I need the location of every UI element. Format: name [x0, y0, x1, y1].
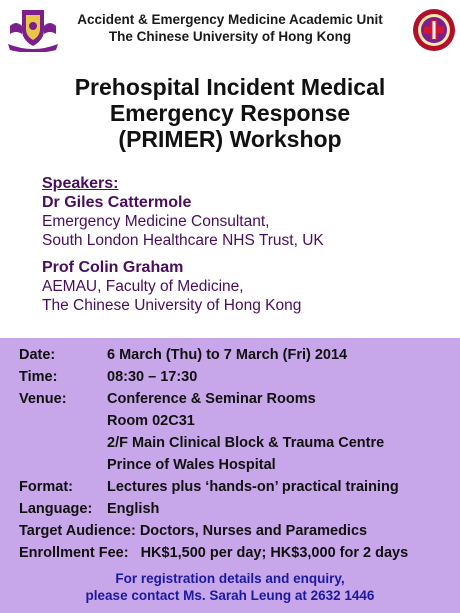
date-value: 6 March (Thu) to 7 March (Fri) 2014: [107, 347, 348, 363]
fee-row: [19, 544, 408, 562]
speakers-section: [42, 174, 452, 323]
audience-value: Doctors, Nurses and Paramedics: [139, 523, 368, 539]
fee-label: Enrollment Fee:: [19, 545, 129, 561]
speaker-name: Dr Giles Cattermole: [42, 194, 192, 211]
org-line-2: The Chinese University of Hong Kong: [108, 29, 352, 44]
venue-line: 2/F Main Clinical Block & Trauma Centre: [107, 435, 385, 451]
venue-line: Room 02C31: [107, 413, 195, 429]
org-line-1: Accident & Emergency Medicine Academic Unit: [77, 12, 383, 27]
date-row: [19, 346, 348, 364]
format-label: Format:: [19, 479, 73, 495]
fee-value: HK$1,500 per day; HK$3,000 for 2 days: [140, 545, 409, 561]
format-value: Lectures plus ‘hands-on’ practical training: [107, 479, 399, 495]
audience-row: [19, 522, 367, 540]
header: [0, 0, 460, 62]
organisation-name: [60, 11, 400, 45]
time-value: 08:30 – 17:30: [107, 369, 198, 385]
university-crest-icon: [4, 6, 62, 52]
speaker-item: [42, 193, 452, 250]
title-line-3: (PRIMER) Workshop: [118, 126, 342, 152]
contact-info: [0, 570, 460, 604]
time-row: [19, 368, 198, 386]
title-line-2: Emergency Response: [109, 100, 351, 126]
speakers-heading: Speakers:: [42, 175, 119, 192]
language-row: [19, 500, 160, 518]
speaker-role: Emergency Medicine Consultant,: [42, 213, 270, 230]
contact-line-1: For registration details and enquiry,: [115, 571, 345, 586]
language-label: Language:: [19, 501, 93, 517]
speaker-role: AEMAU, Faculty of Medicine,: [42, 278, 244, 295]
speaker-affiliation: South London Healthcare NHS Trust, UK: [42, 232, 324, 249]
venue-row: [19, 390, 316, 408]
format-row: [19, 478, 399, 496]
workshop-title: [0, 74, 460, 152]
speaker-item: [42, 258, 452, 315]
language-value: English: [107, 501, 160, 517]
speaker-affiliation: The Chinese University of Hong Kong: [42, 297, 302, 314]
date-label: Date:: [19, 347, 56, 363]
venue-line: Prince of Wales Hospital: [107, 457, 276, 473]
venue-line: Conference & Seminar Rooms: [107, 391, 316, 407]
audience-label: Target Audience:: [19, 523, 136, 539]
speaker-name: Prof Colin Graham: [42, 259, 184, 276]
time-label: Time:: [19, 369, 58, 385]
venue-label: Venue:: [19, 391, 67, 407]
contact-line-2: please contact Ms. Sarah Leung at 2632 1446: [85, 588, 375, 603]
department-seal-icon: [412, 8, 456, 52]
title-line-1: Prehospital Incident Medical: [74, 74, 386, 100]
